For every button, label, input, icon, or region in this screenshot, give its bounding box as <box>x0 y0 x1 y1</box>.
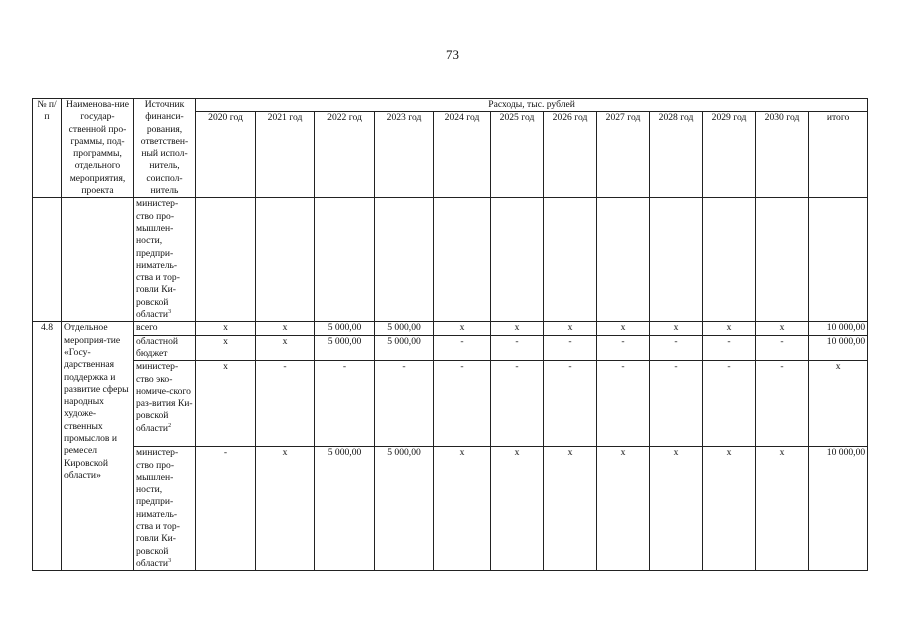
value-cell: x <box>256 335 315 361</box>
item-name: Отдельное мероприя-тие «Госу-дарственная поддержка и развитие сферы народных художе-ственных промыслов и ремесел Кировской области» <box>62 322 134 571</box>
value-cell: - <box>597 361 650 447</box>
value-cell: - <box>650 361 703 447</box>
header-year: 2023 год <box>375 112 434 198</box>
value-cell: - <box>756 335 809 361</box>
header-year: 2024 год <box>434 112 491 198</box>
footnote-mark: 3 <box>168 557 172 564</box>
source-cell <box>134 335 196 361</box>
value-cell: x <box>650 447 703 571</box>
cell-empty <box>375 198 434 322</box>
page-number: 73 <box>446 47 459 62</box>
cell-empty <box>703 198 756 322</box>
cell-empty <box>62 198 134 322</box>
source-cell <box>134 322 196 335</box>
value-cell: x <box>544 447 597 571</box>
value-cell: - <box>491 361 544 447</box>
value-cell: x <box>196 361 256 447</box>
header-year: 2021 год <box>256 112 315 198</box>
value-cell: - <box>434 361 491 447</box>
header-expenses: Расходы, тыс. рублей <box>196 99 868 112</box>
value-cell: - <box>650 335 703 361</box>
value-cell: 5 000,00 <box>375 335 434 361</box>
footnote-mark: 3 <box>168 308 172 315</box>
value-cell: 5 000,00 <box>315 447 375 571</box>
header-year: 2029 год <box>703 112 756 198</box>
cell-empty <box>434 198 491 322</box>
header-name: Наименова-ние государ-ственной про-граммы, под-программы, отдельного мероприятия, проекта <box>62 99 134 198</box>
source-cell <box>134 447 196 571</box>
value-cell: x <box>756 322 809 335</box>
value-cell: - <box>703 335 756 361</box>
total-cell: x <box>809 361 868 447</box>
value-cell: x <box>650 322 703 335</box>
header-year: 2022 год <box>315 112 375 198</box>
value-cell: 5 000,00 <box>315 335 375 361</box>
value-cell: - <box>544 361 597 447</box>
value-cell: 5 000,00 <box>315 322 375 335</box>
value-cell: - <box>196 447 256 571</box>
cell-empty <box>196 198 256 322</box>
table-row <box>33 361 868 447</box>
header-num: № п/п <box>33 99 62 198</box>
value-cell: x <box>256 322 315 335</box>
total-cell: 10 000,00 <box>809 335 868 361</box>
header-year: 2025 год <box>491 112 544 198</box>
cell-empty <box>809 198 868 322</box>
source-text: министер-ство про-мышлен-ности, предпри-ниматель-ства и тор-говли Ки-ровской области <box>136 198 180 321</box>
value-cell: x <box>434 447 491 571</box>
cell-empty <box>597 198 650 322</box>
value-cell: x <box>597 447 650 571</box>
cell-empty <box>491 198 544 322</box>
total-cell: 10 000,00 <box>809 322 868 335</box>
table-row <box>33 447 868 571</box>
header-source: Источник финанси-рования, ответствен-ный испол-нитель, соиспол-нитель <box>134 99 196 198</box>
value-cell: 5 000,00 <box>375 322 434 335</box>
source-text: министер-ство эко-номиче-ского раз-вития Ки-ровской области <box>136 361 193 434</box>
value-cell: - <box>491 335 544 361</box>
value-cell: 5 000,00 <box>375 447 434 571</box>
item-number: 4.8 <box>33 322 62 571</box>
value-cell: x <box>196 322 256 335</box>
value-cell: x <box>434 322 491 335</box>
value-cell: x <box>256 447 315 571</box>
source-text: областной бюджет <box>136 335 179 359</box>
source-cell <box>134 198 196 322</box>
table-row <box>33 198 868 322</box>
header-total: итого <box>809 112 868 198</box>
header-year: 2030 год <box>756 112 809 198</box>
value-cell: - <box>703 361 756 447</box>
value-cell: - <box>544 335 597 361</box>
value-cell: - <box>434 335 491 361</box>
cell-empty <box>756 198 809 322</box>
value-cell: - <box>375 361 434 447</box>
source-cell <box>134 361 196 447</box>
header-year: 2028 год <box>650 112 703 198</box>
value-cell: x <box>544 322 597 335</box>
source-text: всего <box>136 322 158 334</box>
value-cell: x <box>703 322 756 335</box>
value-cell: x <box>703 447 756 571</box>
header-year: 2026 год <box>544 112 597 198</box>
cell-empty <box>315 198 375 322</box>
value-cell: x <box>196 335 256 361</box>
value-cell: - <box>315 361 375 447</box>
source-text: министер-ство про-мышлен-ности, предпри-ниматель-ства и тор-говли Ки-ровской области <box>136 447 180 569</box>
cell-empty <box>650 198 703 322</box>
value-cell: - <box>256 361 315 447</box>
footnote-mark: 2 <box>168 422 172 429</box>
value-cell: - <box>597 335 650 361</box>
table-row <box>33 322 868 335</box>
cell-empty <box>544 198 597 322</box>
total-cell: 10 000,00 <box>809 447 868 571</box>
header-year: 2020 год <box>196 112 256 198</box>
value-cell: x <box>756 447 809 571</box>
value-cell: x <box>491 447 544 571</box>
value-cell: x <box>491 322 544 335</box>
header-year: 2027 год <box>597 112 650 198</box>
value-cell: - <box>756 361 809 447</box>
table-row <box>33 335 868 361</box>
budget-table <box>32 98 868 571</box>
cell-empty <box>33 198 62 322</box>
cell-empty <box>256 198 315 322</box>
value-cell: x <box>597 322 650 335</box>
